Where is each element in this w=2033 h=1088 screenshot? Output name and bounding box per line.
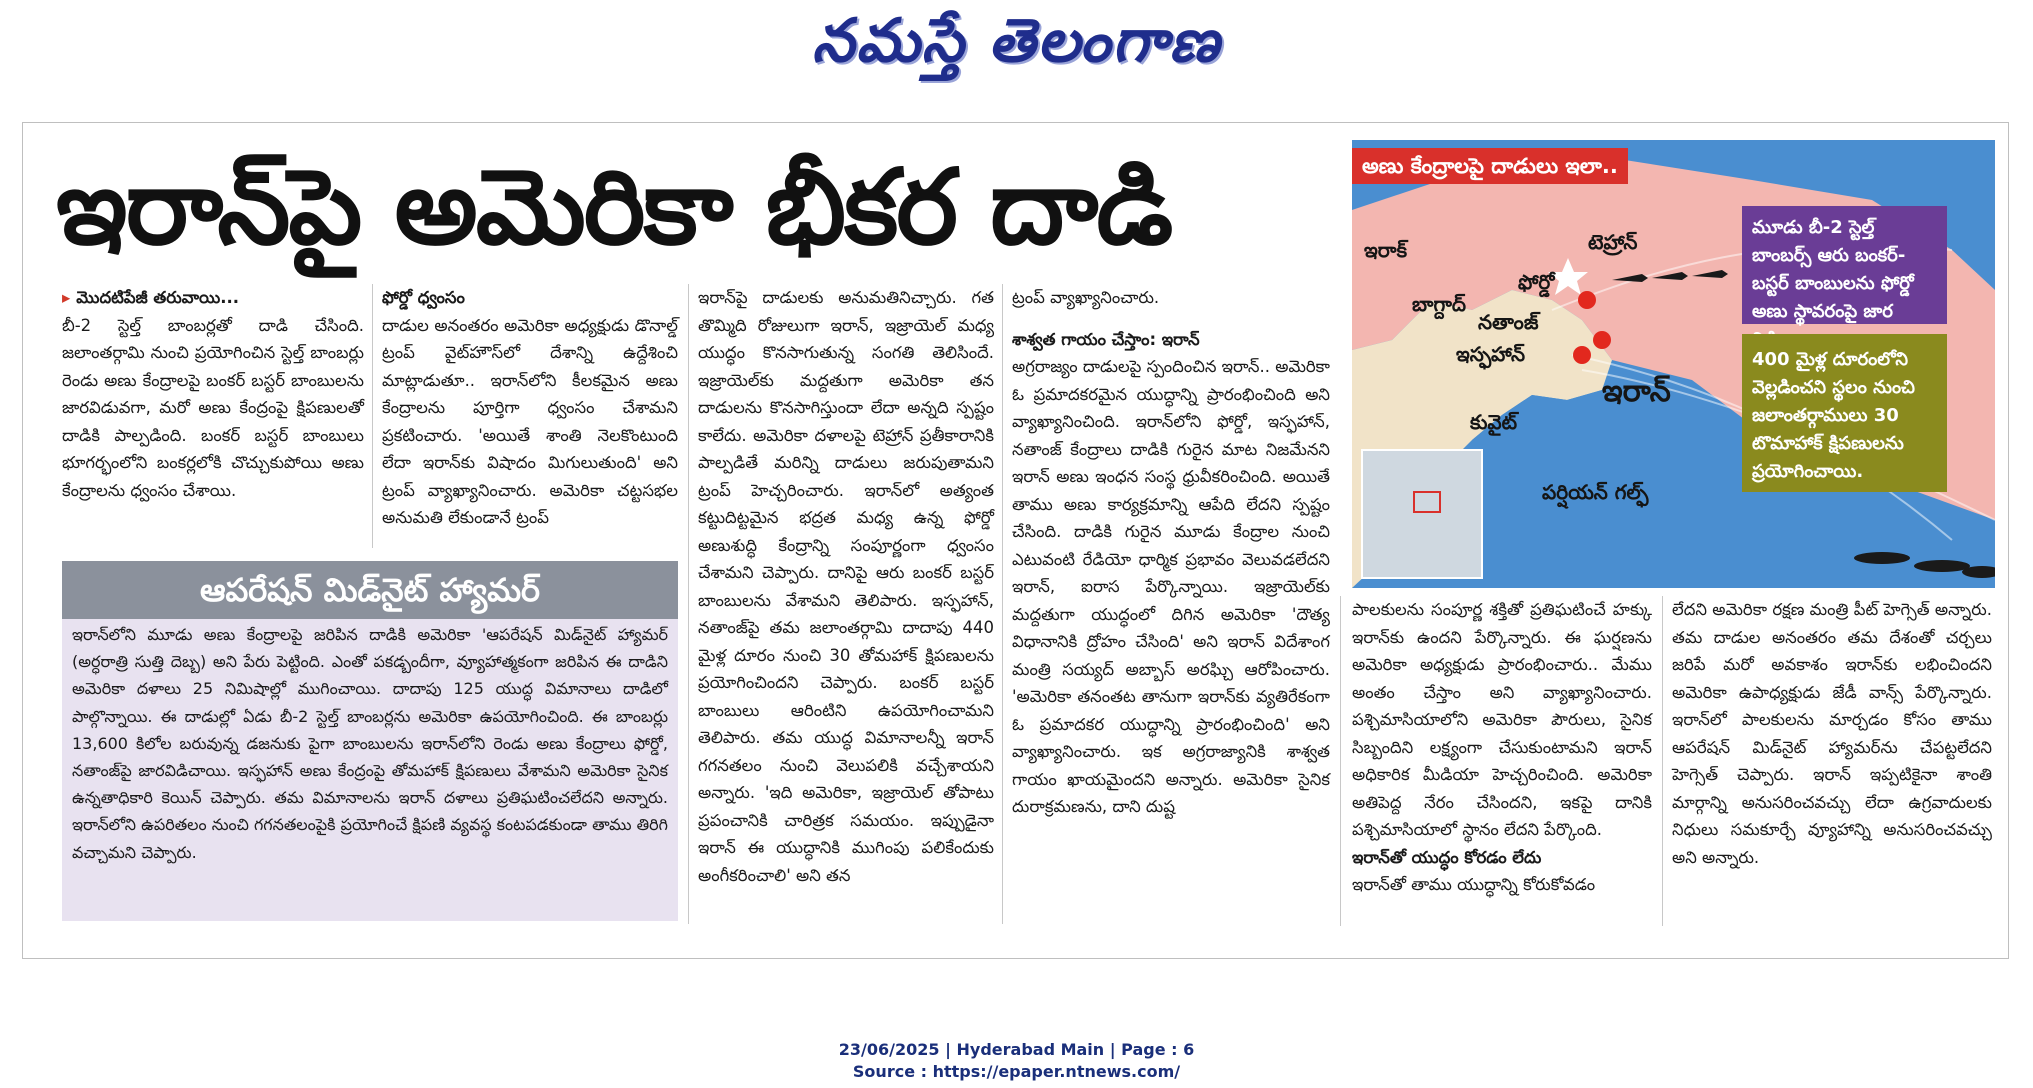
masthead xyxy=(0,6,2033,90)
col5-subhead: ఇరాన్‌తో యుద్ధం కోరడం లేదు xyxy=(1352,847,1542,867)
map-label-gulf: పర్షియన్ గల్ఫ్ xyxy=(1542,480,1649,504)
article-column-5 xyxy=(1352,596,1652,926)
footer-source: Source : https://epaper.ntnews.com/ xyxy=(852,1062,1181,1081)
column-divider xyxy=(1662,596,1663,926)
map-label-baghdad: బాగ్దాద్ xyxy=(1412,292,1466,316)
map-label-iraq: ఇరాక్ xyxy=(1364,238,1408,262)
box-text: ఇరాన్‌లోని మూడు అణు కేంద్రాలపై జరిపిన దాడికి అమెరికా 'ఆపరేషన్ మిడ్‌నైట్ హ్యామర్ (అర్ధరాత్రి సుత్తి దెబ్బ) అని పేరు పెట్టింది. ఎంతో పకడ్బందీగా, వ్యూహాత్మకంగా జరిపిన ఈ దాడిని అమెరికా దళాలు 25 నిమిషాల్లో ముగించాయి. దాదాపు 125 యుద్ధ విమానాలు దాడిలో పాల్గొన్నాయి. ఈ దాడుల్లో ఏడు బీ-2 స్టెల్త్ బాంబర్లను అమెరికా ఉపయోగించింది. ఈ బాంబర్లు 13,600 కిలోల బరువున్న డజనుకు పైగా బాంబులను ఇరాన్‌లోని రెండు అణు కేంద్రాలు ఫోర్డో, నతాంజ్‌పై జారవిడిచాయి. ఇస్ఫహాన్ అణు కేంద్రంపై తోమహాక్ క్షిపణులు వేశామని అమెరికా సైనిక ఉన్నతాధికారి కెయిన్ చెప్పారు. తమ విమానాలను ఇరాన్ దళాలు ప్రతిఘటించలేదని అన్నారు. ఇరాన్‌లోని ఉపరితలం నుంచి గగనతలంపైకి ప్రయోగించే క్షిపణి వ్యవస్థ కంటపడకుండా తాము తిరిగి వచ్చామని చెప్పారు. xyxy=(72,625,668,862)
article-column-4 xyxy=(1012,284,1330,926)
masthead-title: నమస్తే తెలంగాణ xyxy=(811,6,1222,76)
map-label-fordow: ఫోర్డో xyxy=(1518,270,1555,294)
map-tag: అణు కేంద్రాలపై దాడులు ఇలా.. xyxy=(1352,148,1628,184)
col2-subhead: ఫోర్డో ధ్వంసం xyxy=(382,288,465,307)
article-column-6 xyxy=(1672,596,1992,926)
col2-text: దాడుల అనంతరం అమెరికా అధ్యక్షుడు డొనాల్డ్ ట్రంప్ వైట్‌హౌస్‌లో దేశాన్ని ఉద్దేశించి మాట్లాడుతూ.. ఇరాన్‌లోని కీలకమైన అణు కేంద్రాలను పూర్తిగా ధ్వంసం చేశామని ప్రకటించారు. 'అయితే శాంతి నెలకొంటుంది లేదా ఇరాన్‌కు విషాదం మిగులుతుంది' అని ట్రంప్ వ్యాఖ్యానించారు. అమెరికా చట్టసభల అనుమతి లేకుండానే ట్రంప్ xyxy=(382,315,678,527)
map-label-iran: ఇరాన్ xyxy=(1602,374,1671,409)
footer-date-edition: 23/06/2025 | Hyderabad Main | Page : 6 xyxy=(838,1040,1195,1059)
map-label-tehran: టెహ్రాన్ xyxy=(1588,230,1638,254)
map-label-kuwait: కువైట్ xyxy=(1470,410,1518,434)
col5-text: పాలకులను సంపూర్ణ శక్తితో ప్రతిఘటించే హక్కు ఇరాన్‌కు ఉందని పేర్కొన్నారు. ఈ ఘర్షణను అమెరికా అధ్యక్షుడు ప్రారంభించారు.. మేము అంతం చేస్తాం అని వ్యాఖ్యానించారు. పశ్చిమాసియాలోని అమెరికా పౌరులు, సైనిక సిబ్బందిని లక్ష్యంగా చేసుకుంటామని ఇరాన్ అధికారిక మీడియా హెచ్చరించింది. అమెరికా అతిపెద్ద నేరం చేసిందని, ఇకపై దానికి పశ్చిమాసియాలో స్థానం లేదని పేర్కొంది. xyxy=(1352,600,1652,839)
column-divider xyxy=(688,284,689,924)
col4-subhead: శాశ్వత గాయం చేస్తాం: ఇరాన్ xyxy=(1012,329,1200,349)
col6-text: లేదని అమెరికా రక్షణ మంత్రి పీట్ హెగ్సెత్ అన్నారు. తమ దాడుల అనంతరం తమ దేశంతో చర్చలు జరిపే మరో అవకాశం ఇరాన్‌కు లభించిందని అమెరికా ఉపాధ్యక్షుడు జేడీ వాన్స్ పేర్కొన్నారు. ఇరాన్‌లో పాలకులను మార్చడం కోసం తాము ఆపరేషన్ మిడ్‌నైట్ హ్యామర్‌ను చేపట్టలేదని హెగ్సెత్ చెప్పారు. ఇరాన్ ఇప్పటికైనా శాంతి మార్గాన్ని అనుసరించవచ్చు లేదా ఉగ్రవాదులకు నిధులు సమకూర్చే వ్యూహాన్ని అనుసరించవచ్చు అని అన్నారు. xyxy=(1672,600,1992,867)
col1-text: బీ-2 స్టెల్త్ బాంబర్లతో దాడి చేసింది. జలాంతర్గామి నుంచి ప్రయోగించిన స్టెల్త్ బాంబర్లు రెండు అణు కేంద్రాలపై బంకర్ బస్టర్ బాంబులను జారవిడువగా, మరో అణు కేంద్రంపై క్షిపణులతో దాడికి పాల్పడింది. బంకర్ బస్టర్ బాంబులు భూగర్భంలోని బంకర్లలోకి చొచ్చుకుపోయి అణు కేంద్రాలను ధ్వంసం చేశాయి. xyxy=(62,315,364,500)
col4-text: అగ్రరాజ్యం దాడులపై స్పందించిన ఇరాన్.. అమెరికా ఓ ప్రమాదకరమైన యుద్ధాన్ని ప్రారంభించింది అని వ్యాఖ్యానించింది. ఇరాన్‌లోని ఫోర్డో, ఇస్ఫహాన్, నతాంజ్ కేంద్రాలు దాడికి గురైన మాట నిజమేనని ఇరాన్ అణు ఇంధన సంస్థ ధ్రువీకరించింది. అయితే తాము అణు కార్యక్రమాన్ని ఆపేది లేదని స్పష్టం చేసింది. దాడికి గురైన మూడు కేంద్రాల నుంచి ఎటువంటి రేడియో ధార్మిక ప్రభావం వెలువడలేదని ఇరాన్, ఐరాస పేర్కొన్నాయి. ఇజ్రాయెల్‌కు మద్దతుగా యుద్ధంలో దిగిన అమెరికా 'దౌత్య విధానానికి ద్రోహం చేసింది' అని ఇరాన్ విదేశాంగ మంత్రి సయ్యద్ అబ్బాస్ అరఘ్చి ఆరోపించారు. 'అమెరికా తనంతట తానుగా ఇరాన్‌కు వ్యతిరేకంగా ఓ ప్రమాదకర యుద్ధాన్ని ప్రారంభించింది' అని వ్యాఖ్యానించారు. ఇక అగ్రరాజ్యానికి శాశ్వత గాయం ఖాయమైందని అన్నారు. అమెరికా సైనిక దురాక్రమణను, దాని దుష్ట xyxy=(1012,357,1330,816)
col4-lead: ట్రంప్ వ్యాఖ్యానించారు. xyxy=(1012,288,1160,307)
headline: ఇరాన్‌పై అమెరికా భీకర దాడి xyxy=(56,146,1172,268)
box-title: ఆపరేషన్ మిడ్‌నైట్ హ్యామర్ xyxy=(62,561,678,619)
box-body xyxy=(62,619,678,921)
map-label-natanz: నతాంజ్ xyxy=(1478,310,1539,334)
article-column-3 xyxy=(698,284,994,926)
map-label-isfahan: ఇస్ఫహాన్ xyxy=(1456,342,1526,366)
article-column-1 xyxy=(62,284,364,544)
info-box-missiles: 400 మైళ్ల దూరంలోని వెల్లడించని స్థలం నుంచి జలాంతర్గాములు 30 టొమాహాక్ క్షిపణులను ప్రయోగించాయి. xyxy=(1742,334,1947,492)
col5-tail: ఇరాన్‌తో తాము యుద్ధాన్ని కోరుకోవడం xyxy=(1352,875,1596,894)
info-box-bombers: మూడు బీ-2 స్టెల్త్ బాంబర్స్ ఆరు బంకర్-బస్టర్ బాంబులను ఫోర్డో అణు స్థావరంపై జార xyxy=(1742,206,1947,324)
column-divider xyxy=(372,284,373,548)
article-column-2 xyxy=(382,284,678,544)
kicker-arrow-icon: ▸ xyxy=(62,288,71,307)
column-divider xyxy=(1002,284,1003,924)
continuation-kicker: మొదటిపేజీ తరువాయి... xyxy=(76,288,240,307)
col3-text: ఇరాన్‌పై దాడులకు అనుమతినిచ్చారు. గత తొమ్మిది రోజులుగా ఇరాన్, ఇజ్రాయెల్ మధ్య యుద్ధం కొనసాగుతున్న సంగతి తెలిసిందే. ఇజ్రాయెల్‌కు మద్దతుగా అమెరికా తన దాడులను కొనసాగిస్తుందా లేదా అన్నది స్పష్టం కాలేదు. అమెరికా దళాలపై టెహ్రాన్ ప్రతీకారానికి పాల్పడితే మరిన్ని దాడులు జరుపుతామని ట్రంప్ హెచ్చరించారు. ఇరాన్‌లో అత్యంత కట్టుదిట్టమైన భద్రత మధ్య ఉన్న ఫోర్డో అణుశుద్ధి కేంద్రాన్ని సంపూర్ణంగా ధ్వంసం చేశామని చెప్పారు. దానిపై ఆరు బంకర్ బస్టర్ బాంబులను వేశామని తెలిపారు. ఇస్ఫహాన్, నతాంజ్‌పై తమ జలాంతర్గామి దాదాపు 440 మైళ్ల దూరం నుంచి 30 తోమహాక్ క్షిపణులను ప్రయోగించిందని చెప్పారు. బంకర్ బస్టర్ బాంబులు ఆరింటిని ఉపయోగించామని తెలిపారు. తమ యుద్ధ విమానాలన్నీ ఇరాన్ గగనతలం నుంచి వెలుపలికి వచ్చేశాయని అన్నారు. 'ఇది అమెరికా, ఇజ్రాయెల్ తోపాటు ప్రపంచానికి చారిత్రక సమయం. ఇప్పుడైనా ఇరాన్ ఈ యుద్ధానికి ముగింపు పలికేందుకు అంగీకరించాలి' అని తన xyxy=(698,288,994,885)
column-divider xyxy=(1340,596,1341,926)
